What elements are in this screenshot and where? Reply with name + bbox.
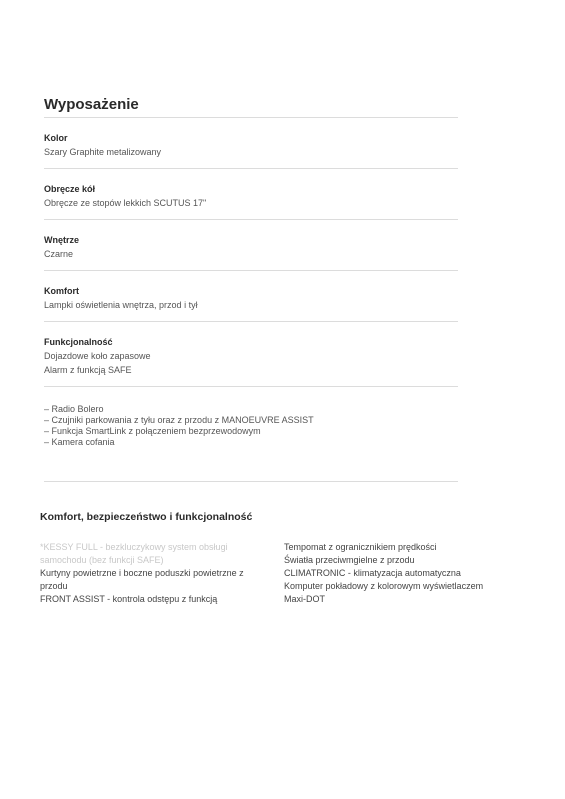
section-value-wnetrze: Czarne: [44, 249, 74, 259]
section-title: Komfort, bezpieczeństwo i funkcjonalność: [40, 511, 253, 523]
divider: [44, 386, 458, 387]
section-value-funkcjonalnosc-2: Alarm z funkcją SAFE: [44, 365, 132, 375]
list-item: Światła przeciwmgielne z przodu: [284, 555, 415, 565]
feature-column-right: [284, 541, 514, 606]
list-item: CLIMATRONIC - klimatyzacja automatyczna: [284, 568, 461, 578]
list-item: – Funkcja SmartLink z połączeniem bezprzewodowym: [44, 426, 261, 436]
list-item: – Czujniki parkowania z tyłu oraz z przodu z MANOEUVRE ASSIST: [44, 415, 314, 425]
divider: [44, 219, 458, 220]
divider: [44, 168, 458, 169]
list-item: – Radio Bolero: [44, 404, 104, 414]
extras-list: [44, 404, 314, 448]
divider: [44, 481, 458, 482]
list-item: Komputer pokładowy z kolorowym wyświetlaczem: [284, 581, 484, 591]
feature-column-left: [40, 541, 260, 606]
list-item: Tempomat z ogranicznikiem prędkości: [284, 542, 437, 552]
section-value-obrecze: Obręcze ze stopów lekkich SCUTUS 17": [44, 198, 207, 208]
list-item: Maxi-DOT: [284, 594, 325, 604]
section-heading-kolor: Kolor: [44, 133, 68, 143]
section-value-funkcjonalnosc-1: Dojazdowe koło zapasowe: [44, 351, 151, 361]
section-value-kolor: Szary Graphite metalizowany: [44, 147, 162, 157]
list-item: *KESSY FULL - bezkluczykowy system obsługi samochodu (bez funkcji SAFE): [40, 542, 228, 565]
list-item: FRONT ASSIST - kontrola odstępu z funkcją: [40, 594, 218, 604]
page-title: Wyposażenie: [44, 96, 139, 113]
section-heading-komfort: Komfort: [44, 286, 79, 296]
divider: [44, 270, 458, 271]
section-heading-wnetrze: Wnętrze: [44, 235, 80, 245]
divider: [44, 321, 458, 322]
list-item: – Kamera cofania: [44, 437, 115, 447]
section-heading-obrecze: Obręcze kół: [44, 184, 96, 194]
list-item: Kurtyny powietrzne i boczne poduszki powietrzne z przodu: [40, 568, 244, 591]
divider: [44, 117, 458, 118]
section-value-komfort: Lampki oświetlenia wnętrza, przod i tył: [44, 300, 198, 310]
section-heading-funkcjonalnosc: Funkcjonalność: [44, 337, 113, 347]
